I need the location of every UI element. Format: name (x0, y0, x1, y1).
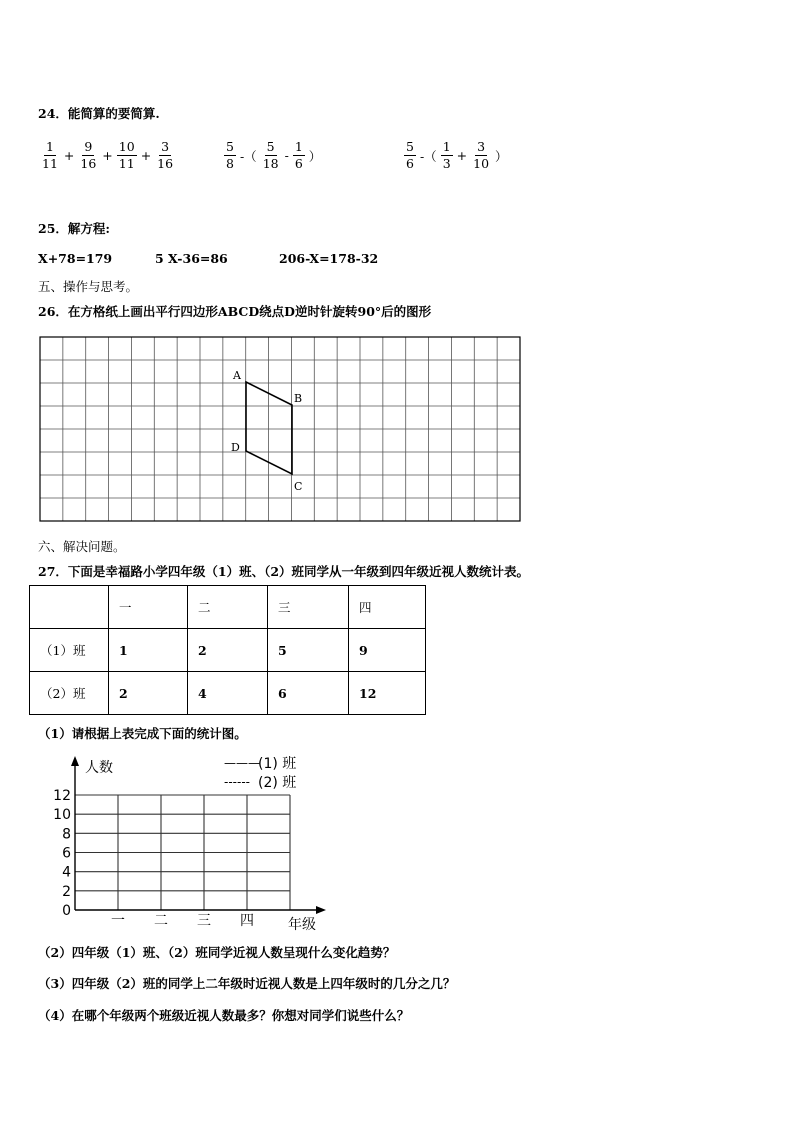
fraction (261, 140, 281, 172)
table-header-cell: 四 (349, 586, 426, 629)
close-paren: ） (495, 148, 508, 164)
y-axis-arrow (71, 756, 79, 766)
operator: + (63, 148, 75, 164)
q27-sub-question-4: （4）在哪个年级两个班级近视人数最多？你想对同学们说些什么？ (38, 1008, 410, 1023)
table-cell: 9 (349, 629, 426, 672)
line-chart (40, 752, 340, 934)
y-axis-label: 人数 (85, 760, 113, 776)
operator: + (102, 148, 113, 164)
q27-sub-question-3: （3）四年级（2）班的同学上二年级时近视人数是上四年级时的几分之几？ (38, 976, 456, 991)
q27-sub-question-2: （2）四年级（1）班、（2）班同学近视人数呈现什么变化趋势？ (38, 945, 396, 960)
denominator: 18 (262, 156, 279, 172)
q25-title: 25．解方程: (38, 221, 111, 236)
vertex-label-c: C (294, 480, 303, 493)
table-header-cell: 一 (109, 586, 188, 629)
vertex-label-b: B (294, 392, 303, 405)
q24-title: 24．能简算的要简算. (38, 106, 160, 121)
q24-expression-1 (38, 140, 177, 172)
y-tick-label: 10 (53, 807, 71, 824)
table-row-label: （1）班 (30, 629, 109, 672)
denominator: 6 (406, 156, 414, 172)
q27-title: 27．下面是幸福路小学四年级（1）班、（2）班同学从一年级到四年级近视人数统计表。 (38, 564, 530, 579)
x-tick-label: 二 (154, 913, 168, 929)
q25-equation-2: 5 X-36=86 (155, 251, 228, 266)
numerator: 1 (441, 140, 453, 156)
legend-label-2: (2) 班 (258, 775, 297, 791)
table-row-label: （2）班 (30, 672, 109, 715)
fraction (404, 140, 416, 172)
x-tick-label: 四 (240, 913, 254, 929)
table-header-cell: 二 (188, 586, 268, 629)
table-cell: 5 (268, 629, 349, 672)
grid-lines (40, 337, 520, 521)
close-paren: ） (308, 148, 322, 164)
x-axis-label: 年级 (288, 917, 316, 933)
operator: -（ (419, 148, 437, 164)
numerator: 10 (117, 140, 137, 156)
numerator: 1 (44, 140, 56, 156)
denominator: 11 (118, 156, 135, 172)
table-cell: 12 (349, 672, 426, 715)
y-tick-label: 8 (62, 826, 71, 843)
numerator: 5 (404, 140, 416, 156)
fraction (293, 140, 305, 172)
fraction (78, 140, 98, 172)
chart-grid (75, 795, 290, 910)
y-tick-label: 6 (62, 845, 71, 862)
y-tick-label: 2 (62, 883, 71, 900)
x-tick-label: 三 (197, 913, 211, 929)
numerator: 5 (265, 140, 277, 156)
numerator: 1 (293, 140, 305, 156)
denominator: 6 (294, 156, 303, 172)
q27-sub-question-1: （1）请根据上表完成下面的统计图。 (38, 726, 247, 741)
parallelogram-abcd (246, 382, 292, 474)
numerator: 5 (224, 140, 236, 156)
table-cell: 4 (188, 672, 268, 715)
table-cell: 2 (188, 629, 268, 672)
table-header-cell (30, 586, 109, 629)
table-cell: 1 (109, 629, 188, 672)
section-5-heading: 五、操作与思考。 (38, 279, 139, 294)
table-row (30, 672, 426, 715)
statistics-table (29, 585, 426, 715)
numerator: 9 (82, 140, 94, 156)
vertex-label-a: A (233, 369, 241, 382)
fraction (40, 140, 60, 172)
y-tick-labels (53, 788, 71, 919)
q24-expression-2 (222, 140, 323, 172)
denominator: 3 (442, 156, 451, 172)
numerator: 3 (159, 140, 171, 156)
table-cell: 2 (109, 672, 188, 715)
fraction (471, 140, 491, 172)
grid-paper (38, 335, 522, 525)
legend-mark-1: ——— (224, 756, 260, 770)
vertex-label-d: D (231, 441, 240, 454)
denominator: 11 (42, 156, 58, 172)
legend-label-1: (1) 班 (258, 756, 297, 772)
operator: -（ (239, 148, 257, 164)
denominator: 16 (157, 156, 174, 172)
denominator: 10 (473, 156, 490, 172)
operator: - (284, 148, 289, 164)
fraction (224, 140, 236, 172)
table-header-cell: 三 (268, 586, 349, 629)
y-tick-label: 0 (62, 903, 71, 919)
x-axis-arrow (316, 906, 326, 914)
operator: + (456, 148, 468, 164)
denominator: 16 (80, 156, 97, 172)
denominator: 8 (226, 156, 234, 172)
table-cell: 6 (268, 672, 349, 715)
legend-mark-2: ------ (224, 775, 250, 789)
x-tick-labels (111, 913, 254, 929)
operator: + (140, 148, 152, 164)
fraction (155, 140, 175, 172)
q26-title: 26．在方格纸上画出平行四边形ABCD绕点D逆时针旋转90°后的图形 (38, 304, 432, 319)
fraction (441, 140, 453, 172)
y-tick-label: 12 (53, 788, 71, 804)
x-tick-label: 一 (111, 913, 125, 929)
q25-equation-3: 206-X=178-32 (279, 251, 379, 266)
q24-expression-3 (402, 140, 510, 172)
q25-equation-1: X+78=179 (38, 251, 113, 266)
table-row (30, 629, 426, 672)
section-6-heading: 六、解决问题。 (38, 539, 126, 554)
numerator: 3 (475, 140, 487, 156)
y-tick-label: 4 (62, 864, 71, 881)
fraction (117, 140, 137, 172)
table-header-row (30, 586, 426, 629)
